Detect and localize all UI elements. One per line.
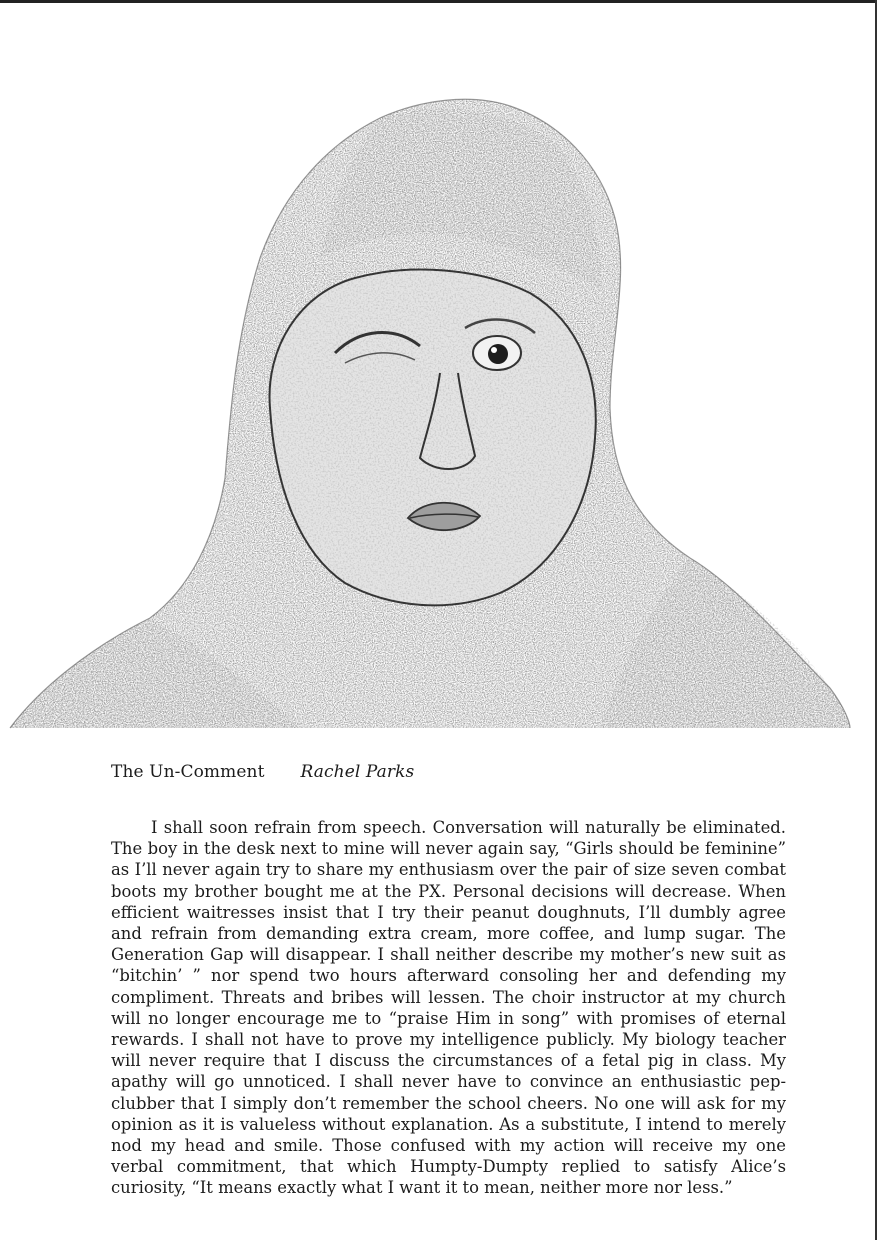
article-title: The Un-Comment xyxy=(111,762,265,782)
page-edge-top xyxy=(0,0,877,3)
article-body: I shall soon refrain from speech. Conversation will naturally be eliminated. The boy in the desk next to mine will never again say, “Girls should be feminine” as I’ll never again try to share my enthusiasm over the pair of size seven combat boots my brother bought me at the PX. Personal decisions will decrease. When efficient waitresses insist that I try their peanut doughnuts, I’ll dumbly agree and refrain from demanding extra cream, more coffee, and lump sugar. The Generation Gap will disappear. I shall neither describe my mother’s new suit as “bitchin’ ” nor spend two hours afterward consoling her and defending my compliment. Threats and bribes will lessen. The choir instructor at my church will no longer encourage me to “praise Him in song” with promises of eternal rewards. I shall not have to prove my intelligence publicly. My biology teacher will never require that I discuss the circumstances of a fetal pig in class. My apathy will go unnoticed. I shall never have to convince an enthusiastic pep-clubber that I simply don’t remember the school cheers. No one will ask for my opinion as it is valueless without explanation. As a substitute, I intend to merely nod my head and smile. Those confused with my action will receive my one verbal commitment, that which Humpty-Dumpty replied to satisfy Alice’s curiosity, “It means exactly what I want it to mean, neither more nor less.” xyxy=(111,818,786,1198)
hooded-figure-illustration xyxy=(0,88,877,732)
face xyxy=(270,270,596,606)
article-heading xyxy=(111,762,414,782)
article-author: Rachel Parks xyxy=(300,762,415,782)
